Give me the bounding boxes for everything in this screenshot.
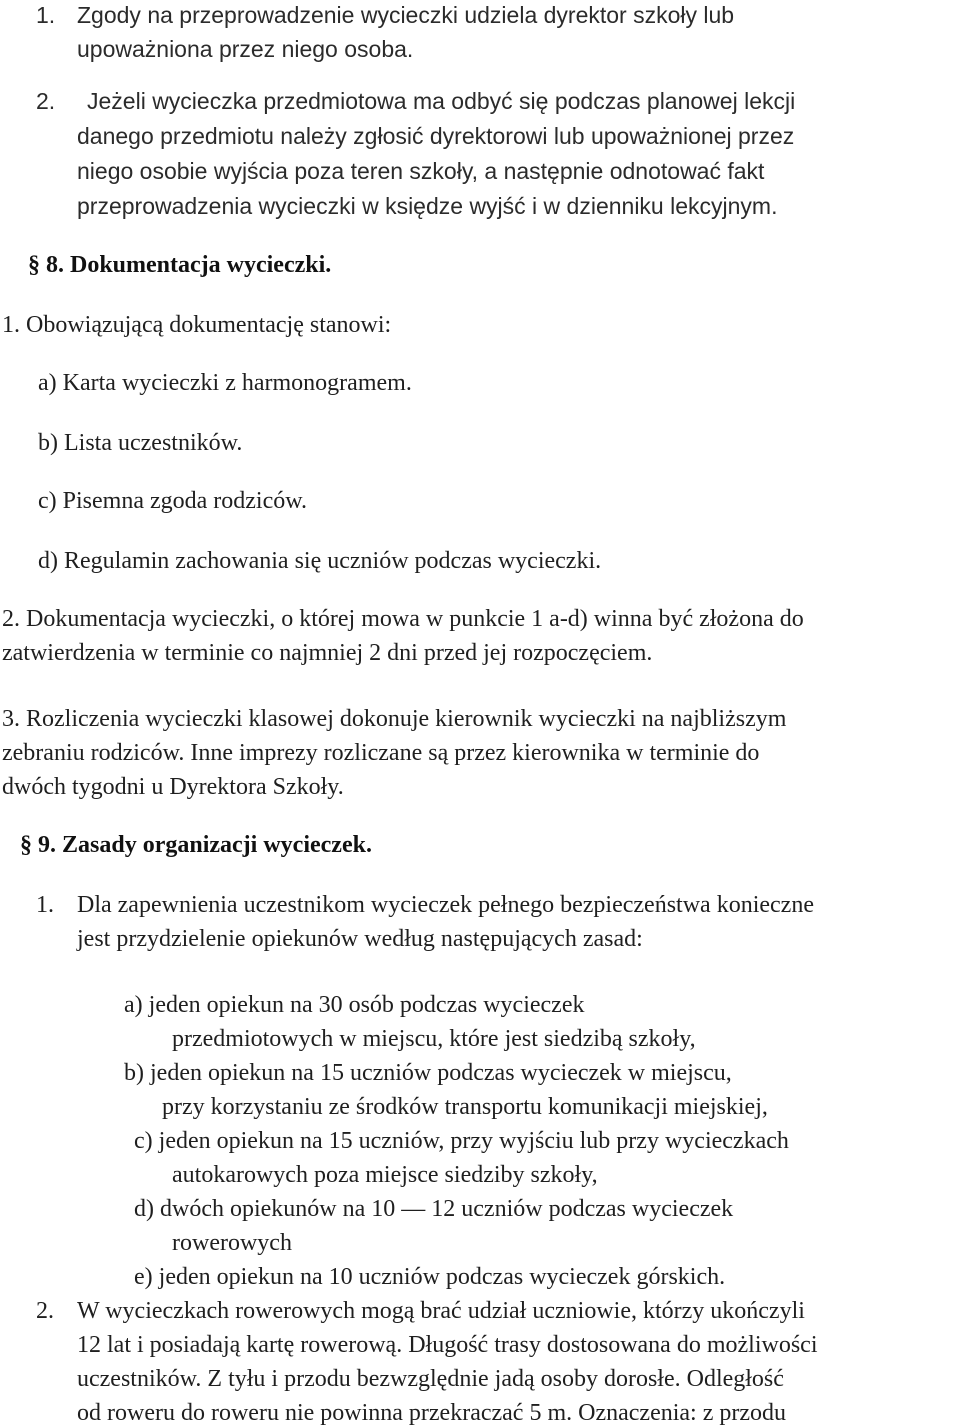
section-9-item-2-line-2: 12 lat i posiadają kartę rowerową. Długość trasy dostosowana do możliwości	[77, 1332, 818, 1358]
rule-d-line-1: d) dwóch opiekunów na 10 — 12 uczniów podczas wycieczek	[134, 1196, 734, 1222]
list-item-2-line-3: niego osobie wyjścia poza teren szkoły, a następnie odnotować fakt	[77, 158, 765, 184]
section-8-paragraph-3-line-3: dwóch tygodni u Dyrektora Szkoły.	[2, 774, 344, 800]
section-8-heading: § 8. Dokumentacja wycieczki.	[28, 252, 332, 278]
section-9-item-2-line-1: W wycieczkach rowerowych mogą brać udział uczniowie, którzy ukończyli	[77, 1298, 805, 1324]
rule-b-line-2: przy korzystaniu ze środków transportu komunikacji miejskiej,	[162, 1094, 768, 1120]
rule-a-line-1: a) jeden opiekun na 30 osób podczas wycieczek	[124, 992, 585, 1018]
section-8-item-d: d) Regulamin zachowania się uczniów podczas wycieczki.	[38, 548, 602, 574]
list-item-1-line-2: upoważniona przez niego osoba.	[77, 36, 414, 62]
section-9-item-2-line-3: uczestników. Z tyłu i przodu bezwzględnie jadą osoby dorosłe. Odległość	[77, 1366, 784, 1392]
section-8-paragraph-3-line-2: zebraniu rodziców. Inne imprezy rozliczane są przez kierownika w terminie do	[2, 740, 760, 766]
section-9-number-1: 1.	[36, 892, 54, 918]
rule-c-line-1: c) jeden opiekun na 15 uczniów, przy wyjściu lub przy wycieczkach	[134, 1128, 789, 1154]
list-item-2-line-1: Jeżeli wycieczka przedmiotowa ma odbyć się podczas planowej lekcji	[87, 88, 796, 114]
section-8-paragraph-3-line-1: 3. Rozliczenia wycieczki klasowej dokonuje kierownik wycieczki na najbliższym	[2, 706, 787, 732]
section-9-item-1-line-2: jest przydzielenie opiekunów według następujących zasad:	[77, 926, 643, 952]
section-9-heading: § 9. Zasady organizacji wycieczek.	[20, 832, 372, 858]
rule-c-line-2: autokarowych poza miejsce siedziby szkoły,	[172, 1162, 598, 1188]
rule-e-line-1: e) jeden opiekun na 10 uczniów podczas wycieczek górskich.	[134, 1264, 726, 1290]
list-item-2-line-4: przeprowadzenia wycieczki w księdze wyjść i w dzienniku lekcyjnym.	[77, 193, 778, 219]
section-8-item-c: c) Pisemna zgoda rodziców.	[38, 488, 308, 514]
section-8-item-b: b) Lista uczestników.	[38, 430, 243, 456]
section-8-paragraph-2-line-2: zatwierdzenia w terminie co najmniej 2 dni przed jej rozpoczęciem.	[2, 640, 653, 666]
list-item-2-line-2: danego przedmiotu należy zgłosić dyrektorowi lub upoważnionej przez	[77, 123, 795, 149]
rule-b-line-1: b) jeden opiekun na 15 uczniów podczas wycieczek w miejscu,	[124, 1060, 732, 1086]
list-number-1: 1.	[36, 2, 56, 28]
section-9-item-1-line-1: Dla zapewnienia uczestnikom wycieczek pełnego bezpieczeństwa konieczne	[77, 892, 814, 918]
list-item-1-line-1: Zgody na przeprowadzenie wycieczki udziela dyrektor szkoły lub	[77, 2, 735, 28]
section-8-paragraph-2-line-1: 2. Dokumentacja wycieczki, o której mowa w punkcie 1 a-d) winna być złożona do	[2, 606, 804, 632]
list-number-2: 2.	[36, 88, 56, 114]
section-8-item-a: a) Karta wycieczki z harmonogramem.	[38, 370, 412, 396]
section-8-paragraph-1: 1. Obowiązującą dokumentację stanowi:	[2, 312, 392, 338]
section-9-item-2-line-4: od roweru do roweru nie powinna przekraczać 5 m. Oznaczenia: z przodu	[77, 1400, 787, 1426]
rule-a-line-2: przedmiotowych w miejscu, które jest siedzibą szkoły,	[172, 1026, 696, 1052]
rule-d-line-2: rowerowych	[172, 1230, 292, 1256]
section-9-number-2: 2.	[36, 1298, 54, 1324]
